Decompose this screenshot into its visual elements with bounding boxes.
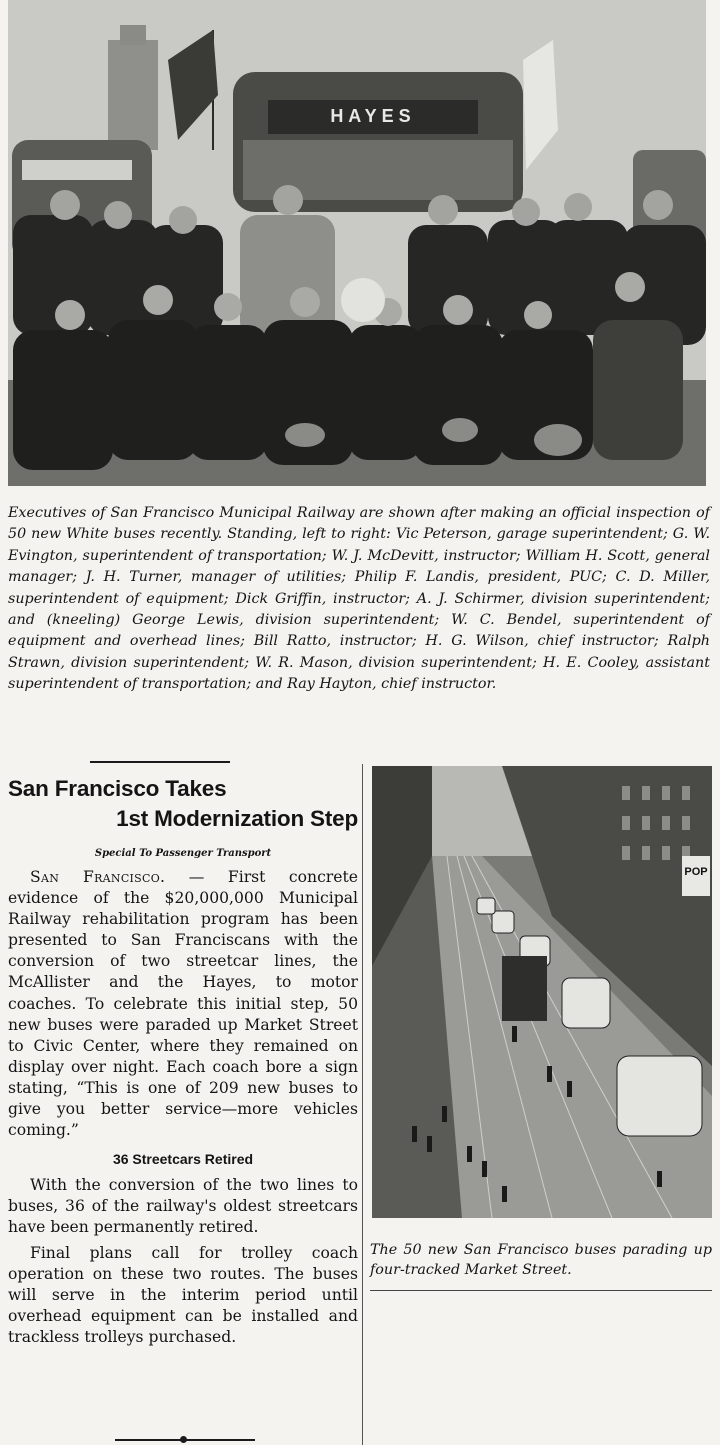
market-street-caption: The 50 new San Francisco buses parading up four-tracked Market Street. — [370, 1242, 712, 1278]
market-street-photo — [372, 766, 712, 1218]
byline: Special To Passenger Transport — [94, 848, 272, 859]
dateline: San Francisco. — [30, 868, 166, 886]
caption-bottom-rule — [370, 1290, 712, 1291]
column-divider — [362, 764, 363, 1445]
paragraph-2: With the conversion of the two lines to buses, 36 of the railway's oldest streetcars have been permanently retired. — [8, 1176, 358, 1237]
headline-line-1: San Francisco Takes — [8, 776, 227, 801]
article — [8, 774, 358, 1348]
subhead: 36 Streetcars Retired — [112, 1151, 254, 1168]
executives-caption: Executives of San Francisco Municipal Railway are shown after making an official inspection of 50 new White buses recently. Standing, left to right: Vic Peterson, garage superintendent; G. W. Evington, superintendent of transportation; W. J. McDevitt, instructor; William H. Scott, general manager; J. H. Turner, manager of utilities; Philip F. Landis, president, PUC; C. D. Miller, superintendent of equipment; Dick Griffin, instructor; A. J. Schirmer, division superintendent; and (kneeling) George Lewis, division superintendent; W. C. Bendel, superintendent of equipment and overhead lines; Bill Ratto, instructor; H. G. Wilson, chief instructor; Ralph Strawn, division superintendent; W. R. Mason, division superintendent; H. E. Cooley, assistant superintendent of transportation; and Ray Hayton, chief instructor. — [8, 505, 710, 693]
article-top-rule — [90, 761, 230, 763]
executives-photo — [8, 0, 706, 486]
headline-line-2: 1st Modernization Step — [116, 806, 358, 831]
executives-photo-art — [8, 0, 706, 486]
bus-destination-sign: HAYES — [330, 106, 416, 126]
paragraph-3: Final plans call for trolley coach operation on these two routes. The buses will serve in the interim period until overhead equipment can be installed and trackless trolleys purchased. — [8, 1243, 358, 1346]
article-body — [8, 867, 358, 1348]
storefront-sign: POP — [684, 866, 708, 878]
end-dot — [180, 1436, 187, 1443]
paragraph-1-text: — First concrete evidence of the $20,000,000 Municipal Railway rehabilitation program has been presented to San Franciscans with the conversion of two streetcar lines, the McAllister and the Hayes, to motor coaches. To celebrate this initial step, 50 new buses were paraded up Market Street to Civic Center, where they remained on display over night. Each coach bore a sign stating, “This is one of 209 new buses to give you better service—more vehicles coming.” — [8, 868, 358, 1140]
paragraph-1 — [8, 867, 358, 1141]
market-street-photo-art — [372, 766, 712, 1218]
